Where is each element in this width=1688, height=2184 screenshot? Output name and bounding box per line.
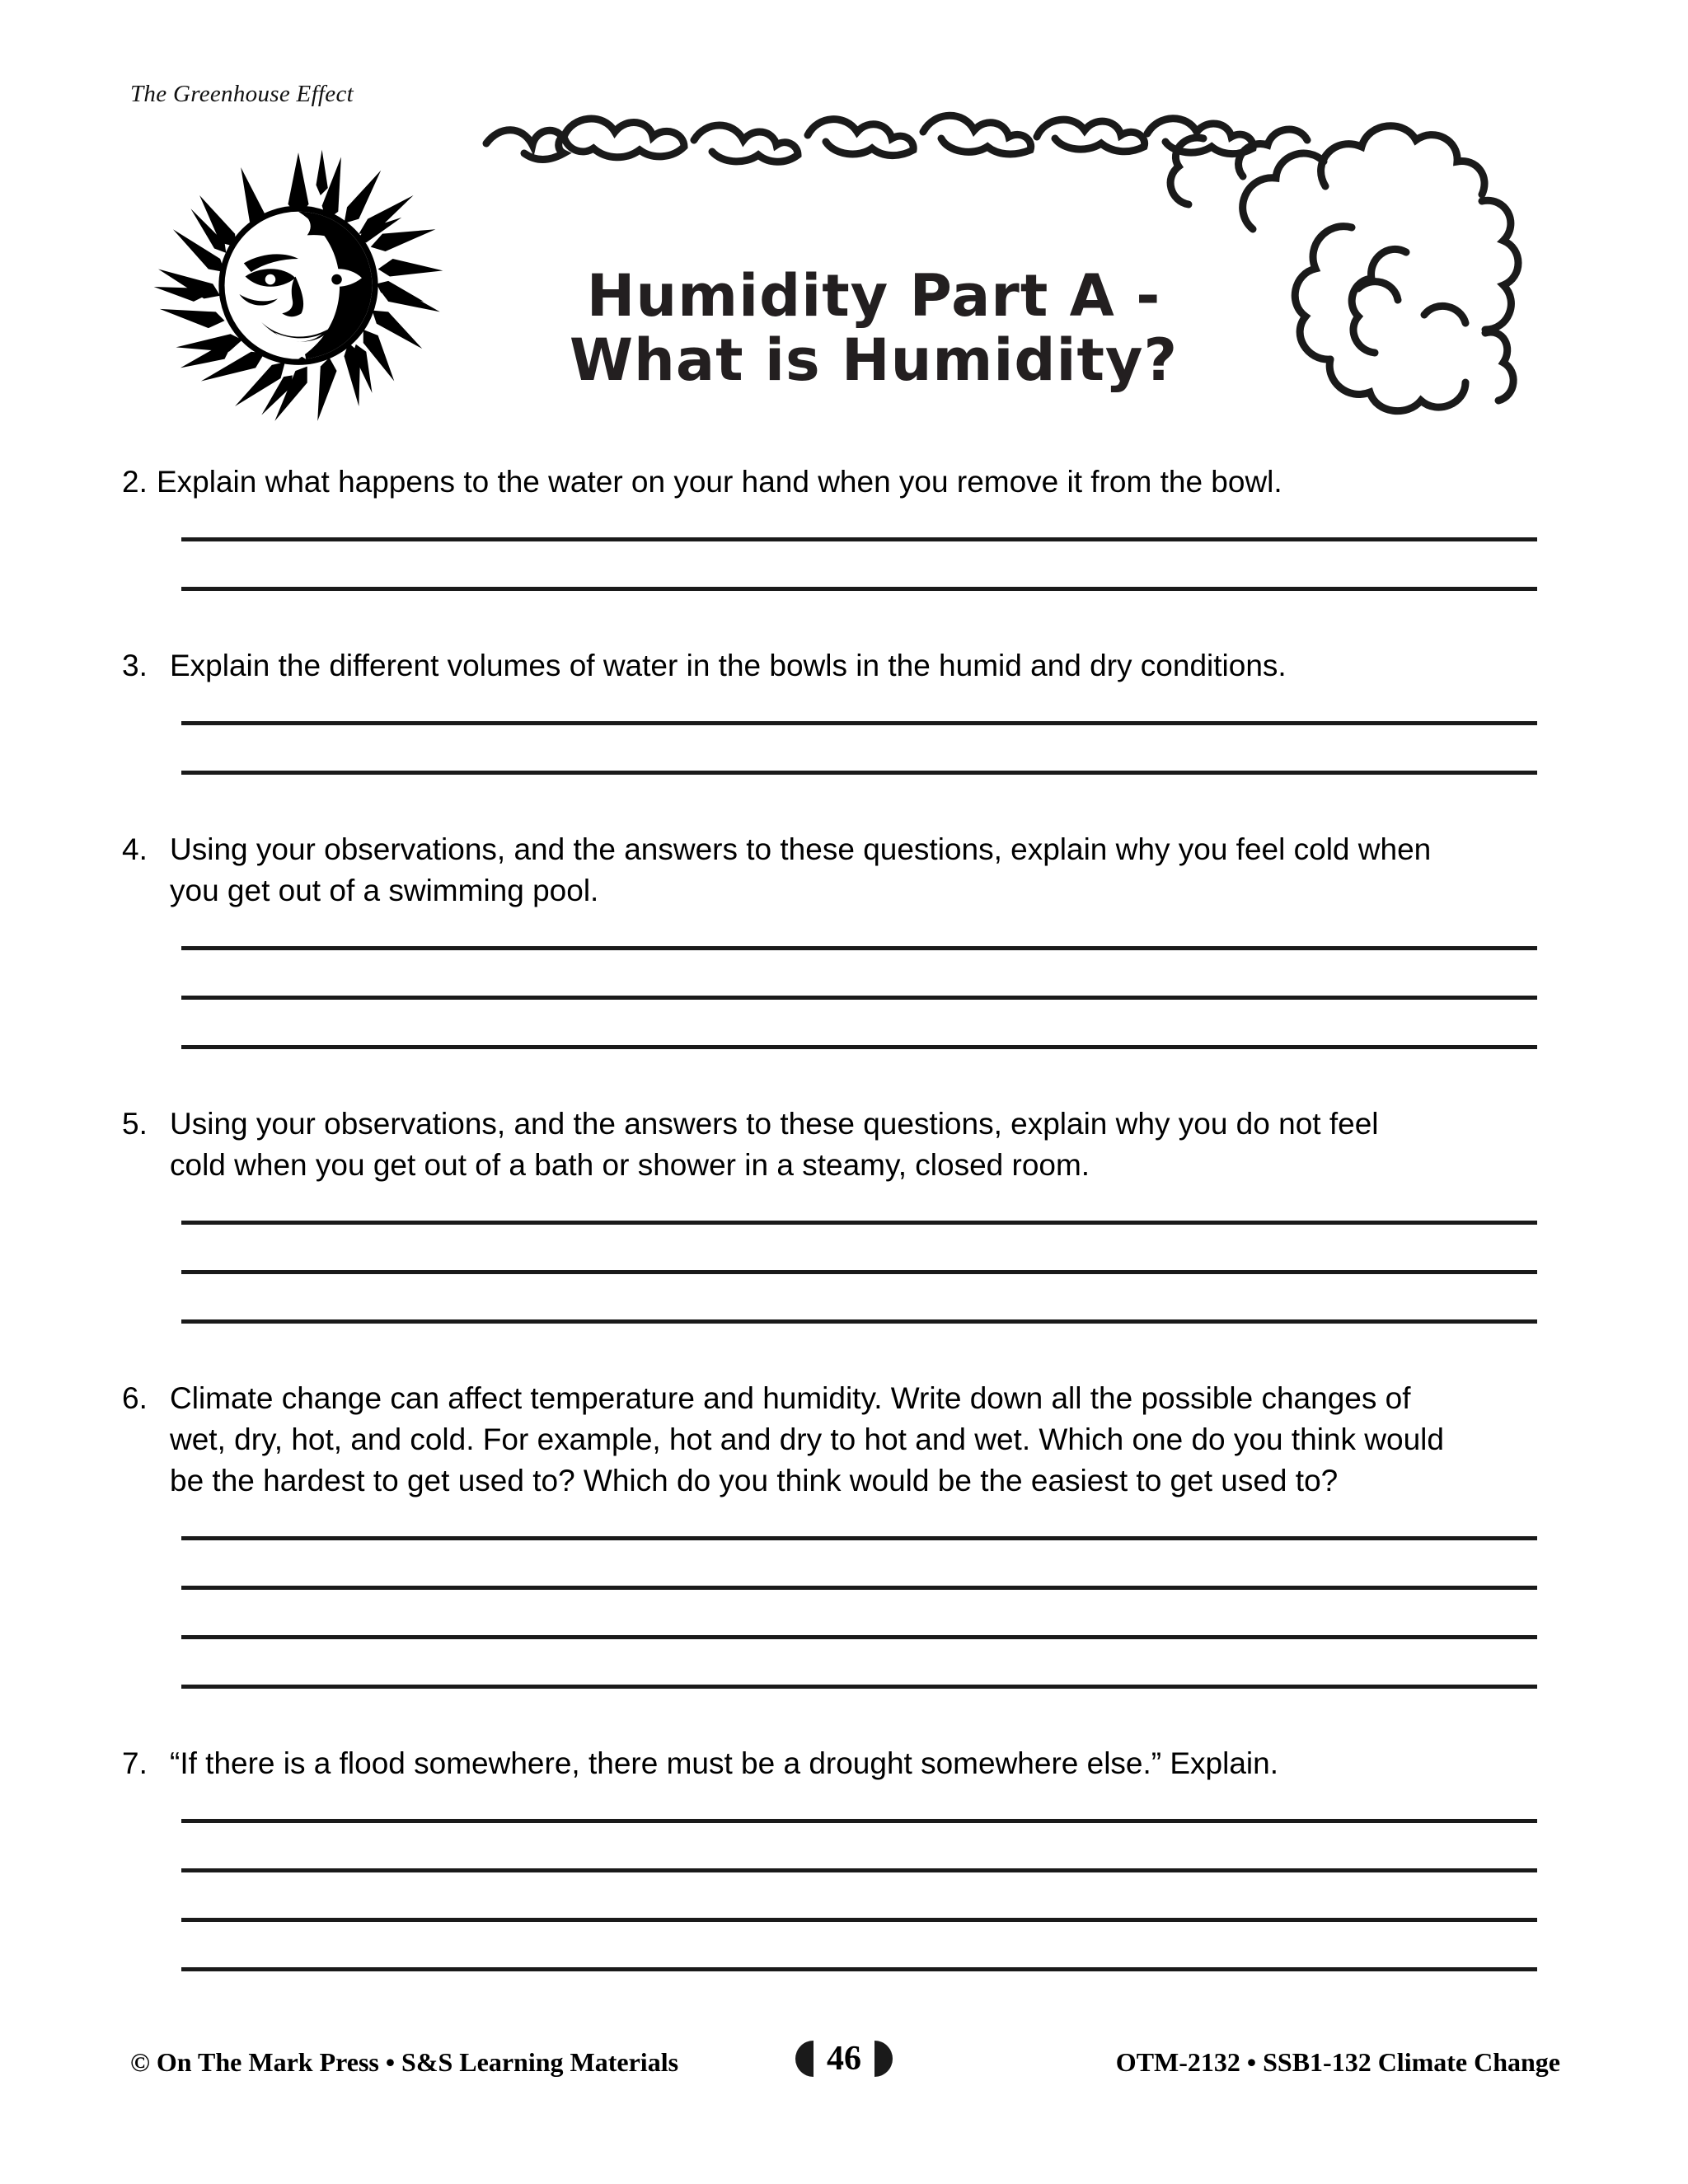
answer-line[interactable] xyxy=(181,1685,1537,1689)
page-number-block xyxy=(795,2041,893,2077)
question-number: 4. xyxy=(122,832,148,866)
answer-lines xyxy=(0,1536,1688,1689)
question-text: Explain the different volumes of water in the bowls in the humid and dry conditions. xyxy=(170,649,1287,682)
question-item xyxy=(0,1378,1688,1689)
question-item xyxy=(0,462,1688,591)
answer-lines xyxy=(0,946,1688,1049)
answer-lines xyxy=(0,537,1688,591)
running-head: The Greenhouse Effect xyxy=(130,81,354,107)
page-number: 46 xyxy=(827,2040,861,2078)
page-title-line-2: What is Humidity? xyxy=(569,326,1179,395)
question-item xyxy=(0,1104,1688,1324)
question-item xyxy=(0,1743,1688,1971)
question-item xyxy=(0,829,1688,1049)
question-text: Climate change can affect temperature and humidity. Write down all the possible changes of wet, dry, hot, and cold. For example, hot and dry to hot and wet. Which one do you think would be the hardest to get used to? Which do you think would be the easiest to get used to? xyxy=(170,1381,1444,1497)
question-number: 2. xyxy=(122,465,148,499)
question-text: Using your observations, and the answers to these questions, explain why you feel cold when you get out of a swimming pool. xyxy=(170,832,1432,907)
answer-line[interactable] xyxy=(181,771,1537,775)
page-title-line-1: Humidity Part A - xyxy=(586,262,1161,330)
answer-lines xyxy=(0,1221,1688,1324)
answer-line[interactable] xyxy=(181,1967,1537,1971)
answer-line[interactable] xyxy=(181,587,1537,591)
sun-face-icon xyxy=(138,147,458,427)
question-text: “If there is a flood somewhere, there must be a drought somewhere else.” Explain. xyxy=(170,1746,1279,1780)
question-text: Explain what happens to the water on your hand when you remove it from the bowl. xyxy=(157,465,1282,499)
page-ornament-left-icon xyxy=(795,2041,814,2077)
header-decoration-band xyxy=(0,107,1688,453)
question-number: 7. xyxy=(122,1746,148,1780)
question-text: Using your observations, and the answers to these questions, explain why you do not feel cold when you get out of a bath or shower in a steamy, closed room. xyxy=(170,1107,1379,1182)
answer-line[interactable] xyxy=(181,1045,1537,1049)
question-number: 6. xyxy=(122,1381,148,1415)
questions-list xyxy=(0,462,1688,1971)
answer-lines xyxy=(0,721,1688,775)
answer-lines xyxy=(0,1819,1688,1971)
question-number: 5. xyxy=(122,1107,148,1141)
page-footer xyxy=(0,2040,1688,2097)
question-item xyxy=(0,645,1688,775)
question-number: 3. xyxy=(122,649,148,682)
footer-product-code: OTM-2132 • SSB1-132 Climate Change xyxy=(1115,2047,1560,2077)
page-title xyxy=(462,264,1286,393)
answer-line[interactable] xyxy=(181,1319,1537,1324)
page-ornament-right-icon xyxy=(874,2041,893,2077)
footer-copyright: © On The Mark Press • S&S Learning Materials xyxy=(130,2047,679,2077)
